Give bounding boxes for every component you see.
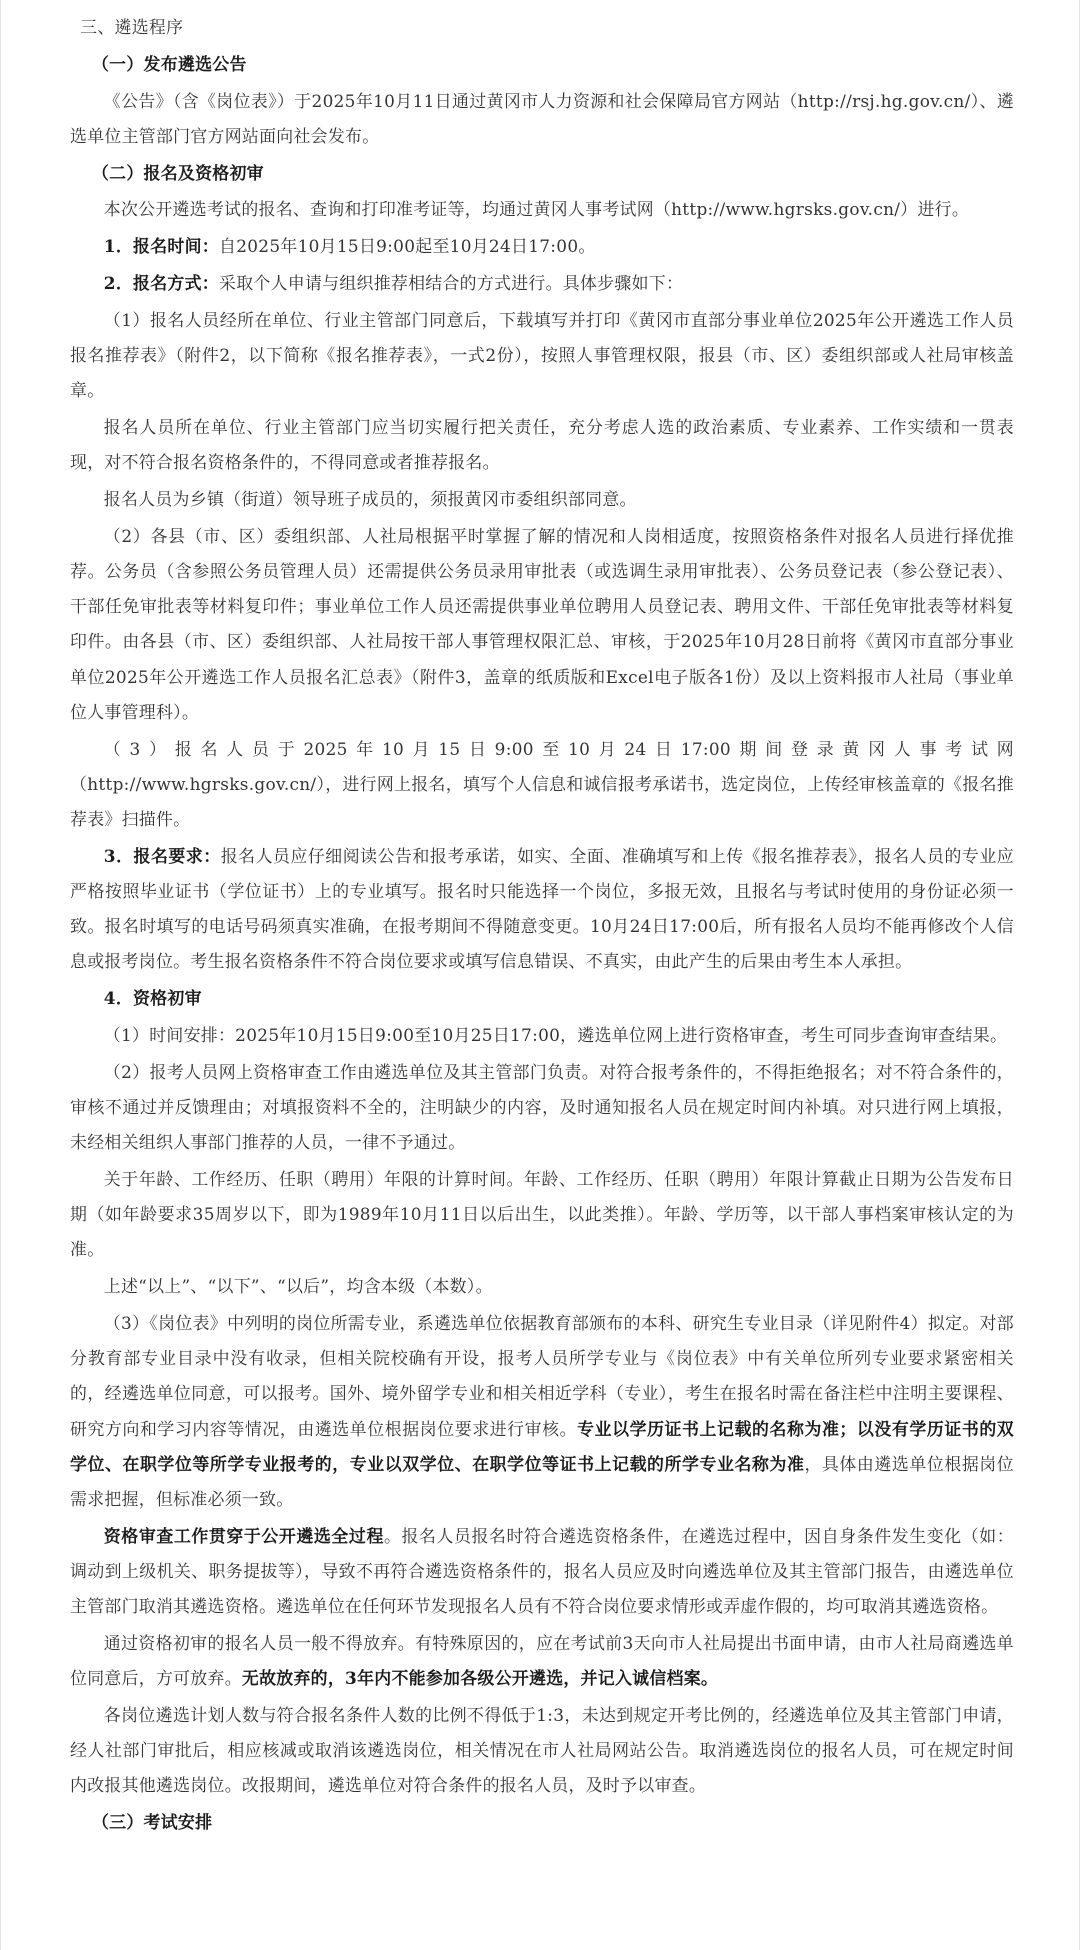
subsection-title-exam: （三）考试安排: [91, 1812, 213, 1833]
document-body: [70, 10, 1014, 1842]
paragraph-review-inclusive-note: 上述“以上”、“以下”、“以后”，均含本级（本数）。: [103, 1276, 493, 1297]
paragraph-method-step-1: （1）报名人员经所在单位、行业主管部门同意后，下载填写并打印《黄冈市直部分事业单位2025年公开遴选工作人员报名推荐表》（附件2，以下简称《报名推荐表》，一式2份），按照人事管理权限，报县（市、区）委组织部或人社局审核盖章。: [70, 309, 1014, 401]
subsection-title-registration: （二）报名及资格初审: [91, 162, 264, 183]
registration-requirements-text: 报名人员应仔细阅读公告和报考承诺，如实、全面、准确填写和上传《报名推荐表》，报名人员的专业应严格按照毕业证书（学位证书）上的专业填写。报名时只能选择一个岗位，多报无效，且报名与考试时使用的身份证必须一致。报名时填写的电话号码须真实准确，在报考期间不得随意变更。10月24日17:00后，所有报名人员均不能再修改个人信息或报考岗位。考生报名资格条件不符合岗位要求或填写信息错误、不真实，由此产生的后果由考生本人承担。: [70, 845, 1014, 972]
paragraph-registration-method: [70, 266, 1014, 301]
paragraph-review-ratio: 各岗位遴选计划人数与符合报名条件人数的比例不得低于1:3，未达到规定开考比例的，经遴选单位及其主管部门申请，经人社部门审批后，相应核减或取消该遴选岗位，相关情况在市人社局网站公告。取消遴选岗位的报名人员，可在规定时间内改报其他遴选岗位。改报期间，遴选单位对符合条件的报名人员，及时予以审查。: [70, 1705, 1014, 1796]
section-title: 三、遴选程序: [80, 17, 184, 37]
paragraph-review-schedule: （1）时间安排：2025年10月15日9:00至10月25日17:00，遴选单位网上进行资格审查，考生可同步查询审查结果。: [103, 1025, 1008, 1045]
review-major-text: （3）《岗位表》中列明的岗位所需专业，系遴选单位依据教育部颁布的本科、研究生专业目录（详见附件4）拟定。对部分教育部专业目录中没有收录，但相关院校确有开设，报考人员所学专业与《岗位表》中有关单位所列专业要求紧密相关的，经遴选单位同意，可以报考。国外、境外留学专业和相关相近学科（专业），考生在报名时需在备注栏中注明主要课程、研究方向和学习内容等情况，由遴选单位根据岗位要求进行审核。: [70, 1313, 1014, 1439]
review-abandon-text: 通过资格初审的报名人员一般不得放弃。有特殊原因的，应在考试前3天向市人社局提出书面申请，由市人社局商遴选单位同意后，方可放弃。: [70, 1633, 1014, 1689]
paragraph-method-step-3: （3）报名人员于2025年10月15日9:00至10月24日17:00期间登录黄冈人事考试网（http://www.hgrsks.gov.cn/），进行网上报名，填写个人信息和诚信报考承诺书，选定岗位，上传经审核盖章的《报名推荐表》扫描件。: [70, 738, 1014, 829]
review-throughout-text: 。报名人员报名时符合遴选资格条件，在遴选过程中，因自身条件发生变化（如：调动到上级机关、职务提拔等），导致不再符合遴选资格条件的，报名人员应及时向遴选单位及其主管部门报告，由遴选单位主管部门取消其遴选资格。遴选单位在任何环节发现报名人员有不符合岗位要求情形或弄虚作假的，均可取消其遴选资格。: [70, 1525, 1014, 1617]
paragraph-method-step-2: （2）各县（市、区）委组织部、人社局根据平时掌握了解的情况和人岗相适度，按照资格条件对报名人员进行择优推荐。公务员（含参照公务员管理人员）还需提供公务员录用审批表（或选调生录用审批表）、公务员登记表（参公登记表）、干部任免审批表等材料复印件；事业单位工作人员还需提供事业单位聘用人员登记表、聘用文件、干部任免审批表等材料复印件。由各县（市、区）委组织部、人社局按干部人事管理权限汇总、审核，于2025年10月28日前将《黄冈市直部分事业单位2025年公开遴选工作人员报名汇总表》（附件3，盖章的纸质版和Excel电子版各1份）及以上资料报市人社局（事业单位人事管理科）。: [70, 525, 1014, 722]
paragraph-review-throughout: [70, 1519, 1014, 1625]
registration-method-text: 采取个人申请与组织推荐相结合的方式进行。具体步骤如下：: [219, 272, 684, 293]
paragraph-registration-requirements: [70, 839, 1014, 980]
review-major-tail: ，具体由遴选单位根据岗位需求把握，但标准必须一致。: [70, 1453, 1014, 1510]
paragraph-review-major: [70, 1306, 1014, 1517]
paragraph-review-abandon: [70, 1626, 1014, 1696]
paragraph-method-step-1-township: 报名人员为乡镇（街道）领导班子成员的，须报黄冈市委组织部同意。: [103, 488, 637, 509]
registration-time-text: 自2025年10月15日9:00起至10月24日17:00。: [219, 236, 596, 257]
paragraph-review-age-calculation: 关于年龄、工作经历、任职（聘用）年限的计算时间。年龄、工作经历、任职（聘用）年限计算截止日期为公告发布日期（如年龄要求35周岁以下，即为1989年10月11日以后出生，以此类推）。年龄、学历等，以干部人事档案审核认定的为准。: [70, 1169, 1014, 1260]
paragraph-registration-intro: 本次公开遴选考试的报名、查询和打印准考证等，均通过黄冈人事考试网（http://www.hgrsks.gov.cn/）进行。: [103, 199, 970, 220]
paragraph-registration-time: [70, 229, 1014, 264]
paragraph-method-step-1-responsibility: 报名人员所在单位、行业主管部门应当切实履行把关责任，充分考虑人选的政治素质、专业素养、工作实绩和一贯表现，对不符合报名资格条件的，不得同意或者推荐报名。: [70, 416, 1014, 473]
review-throughout-emphasis: 资格审查工作贯穿于公开遴选全过程: [103, 1525, 384, 1546]
registration-method-label: 2．报名方式：: [103, 272, 219, 293]
paragraph-review-responsibility: （2）报考人员网上资格审查工作由遴选单位及其主管部门负责。对符合报考条件的，不得拒绝报名；对不符合条件的，审核不通过并反馈理由；对填报资料不全的，注明缺少的内容，及时通知报名人员在规定时间内补填。对只进行网上填报，未经相关组织人事部门推荐的人员，一律不予通过。: [70, 1061, 1014, 1153]
review-abandon-emphasis: 无故放弃的，3年内不能参加各级公开遴选，并记入诚信档案。: [241, 1668, 719, 1689]
review-major-emphasis: 专业以学历证书上记载的名称为准；以没有学历证书的双学位、在职学位等所学专业报考的，专业以双学位、在职学位等证书上记载的所学专业名称为准: [70, 1418, 1014, 1474]
subsection-title-announcement: （一）发布遴选公告: [91, 53, 247, 74]
qualification-review-label: 4．资格初审: [103, 988, 202, 1009]
registration-requirements-label: 3．报名要求：: [103, 845, 221, 866]
registration-time-label: 1．报名时间：: [103, 236, 219, 257]
paragraph-announcement: 《公告》（含《岗位表》）于2025年10月11日通过黄冈市人力资源和社会保障局官方网站（http://rsj.hg.gov.cn/）、遴选单位主管部门官方网站面向社会发布。: [70, 90, 1014, 146]
